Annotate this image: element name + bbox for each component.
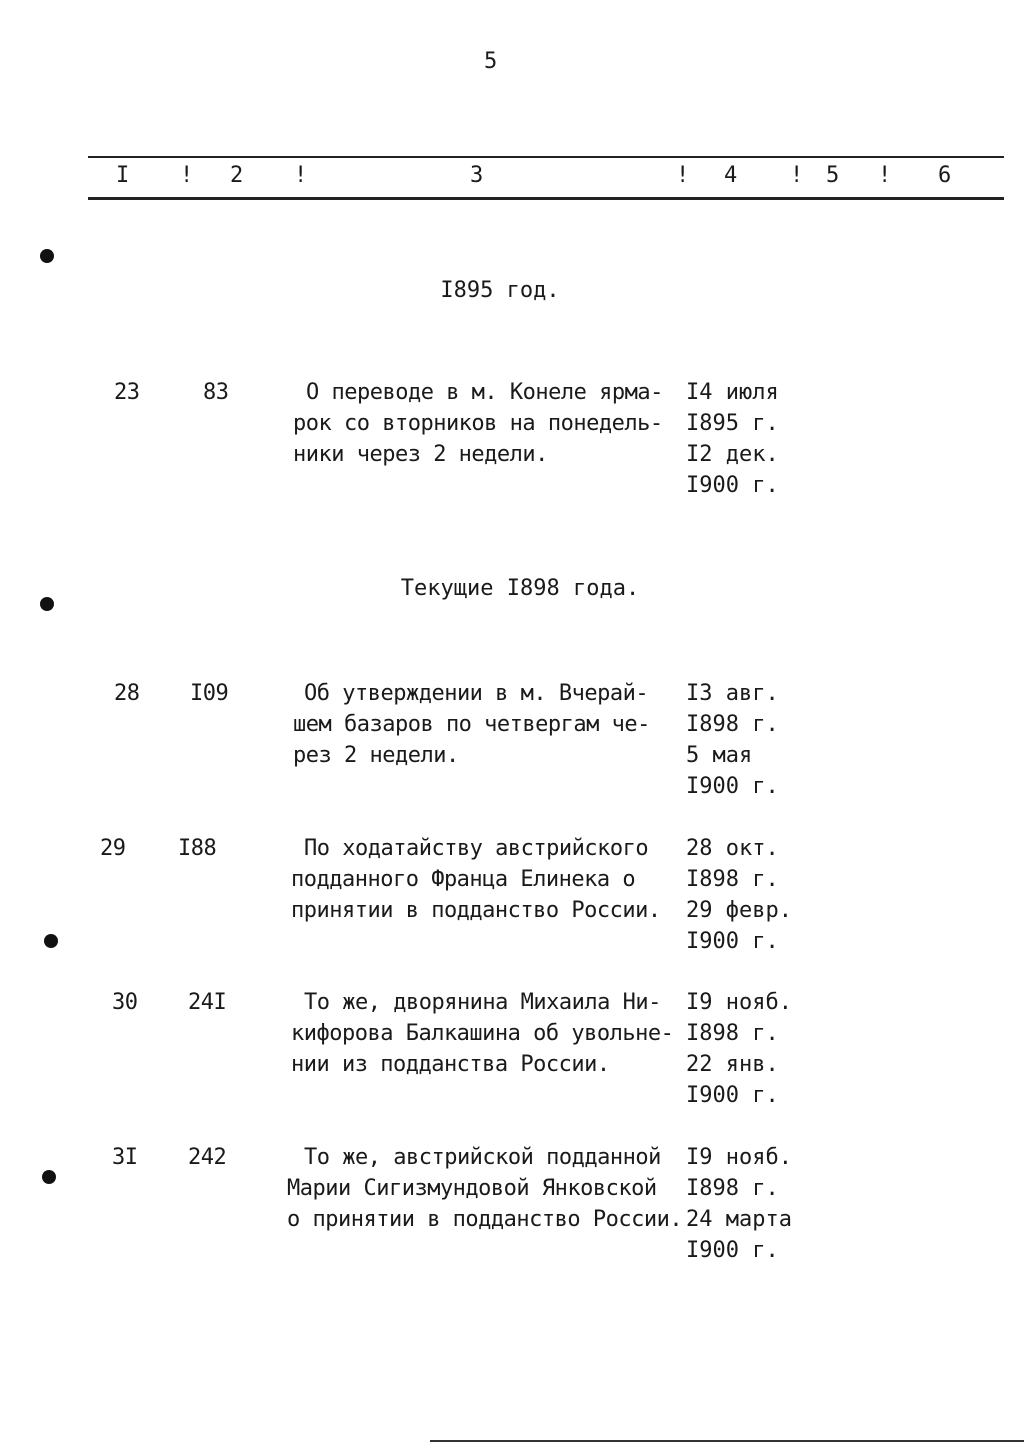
description-line: По ходатайству австрийского bbox=[304, 836, 649, 861]
date-line: 24 марта bbox=[686, 1207, 792, 1232]
case-number: I09 bbox=[190, 681, 229, 706]
description-line: подданного Франца Елинека о bbox=[291, 867, 636, 892]
column-header-4: 4 bbox=[724, 163, 738, 188]
date-line: I900 г. bbox=[686, 1238, 779, 1263]
description-line: Об утверждении в м. Вчерай- bbox=[304, 681, 649, 706]
entry-number: 3I bbox=[112, 1145, 138, 1170]
date-line: I4 июля bbox=[686, 380, 779, 405]
date-line: I898 г. bbox=[686, 1021, 779, 1046]
column-separator: ! bbox=[878, 163, 892, 188]
description-line: кифорова Балкашина об увольне- bbox=[291, 1021, 674, 1046]
entry-number: 29 bbox=[100, 836, 126, 861]
date-line: I895 г. bbox=[686, 411, 779, 436]
section-heading: I895 год. bbox=[440, 278, 560, 303]
description-line: ники через 2 недели. bbox=[293, 442, 548, 467]
description-line: Марии Сигизмундовой Янковской bbox=[287, 1176, 657, 1201]
punch-hole bbox=[40, 249, 54, 263]
punch-hole bbox=[42, 1170, 56, 1184]
date-line: I898 г. bbox=[686, 712, 779, 737]
case-number: I88 bbox=[178, 836, 217, 861]
date-line: I898 г. bbox=[686, 1176, 779, 1201]
date-line: 28 окт. bbox=[686, 836, 779, 861]
description-line: принятии в подданство России. bbox=[291, 898, 661, 923]
punch-hole bbox=[44, 934, 58, 948]
description-line: То же, австрийской подданной bbox=[304, 1145, 661, 1170]
date-line: I9 нояб. bbox=[686, 990, 792, 1015]
column-header-5: 5 bbox=[826, 163, 840, 188]
date-line: I898 г. bbox=[686, 867, 779, 892]
date-line: I900 г. bbox=[686, 1083, 779, 1108]
description-line: рок со вторников на понедель- bbox=[293, 411, 663, 436]
date-line: I3 авг. bbox=[686, 681, 779, 706]
entry-number: 23 bbox=[114, 380, 140, 405]
description-line: О переводе в м. Конеле ярма- bbox=[306, 380, 663, 405]
date-line: 29 февр. bbox=[686, 898, 792, 923]
page-bottom-rule bbox=[430, 1440, 1024, 1442]
column-separator: ! bbox=[790, 163, 804, 188]
case-number: 83 bbox=[203, 380, 229, 405]
column-separator: ! bbox=[676, 163, 690, 188]
entry-number: 30 bbox=[112, 990, 138, 1015]
column-header-1: I bbox=[116, 163, 130, 188]
column-header-2: 2 bbox=[230, 163, 244, 188]
entry-number: 28 bbox=[114, 681, 140, 706]
page-number: 5 bbox=[484, 49, 497, 74]
column-separator: ! bbox=[180, 163, 194, 188]
date-line: I900 г. bbox=[686, 774, 779, 799]
date-line: 22 янв. bbox=[686, 1052, 779, 1077]
header-top-rule bbox=[88, 156, 1004, 158]
date-line: I9 нояб. bbox=[686, 1145, 792, 1170]
column-header-3: 3 bbox=[470, 163, 484, 188]
description-line: нии из подданства России. bbox=[291, 1052, 610, 1077]
header-bottom-rule bbox=[88, 197, 1004, 200]
description-line: о принятии в подданство России. bbox=[287, 1207, 683, 1232]
description-line: То же, дворянина Михаила Ни- bbox=[304, 990, 661, 1015]
case-number: 24I bbox=[188, 990, 227, 1015]
case-number: 242 bbox=[188, 1145, 227, 1170]
date-line: I900 г. bbox=[686, 929, 779, 954]
description-line: рез 2 недели. bbox=[293, 743, 459, 768]
column-header-6: 6 bbox=[938, 163, 952, 188]
description-line: шем базаров по четвергам че- bbox=[293, 712, 650, 737]
date-line: I900 г. bbox=[686, 473, 779, 498]
date-line: 5 мая bbox=[686, 743, 753, 768]
section-heading: Текущие I898 года. bbox=[400, 576, 640, 601]
column-separator: ! bbox=[294, 163, 308, 188]
date-line: I2 дек. bbox=[686, 442, 779, 467]
